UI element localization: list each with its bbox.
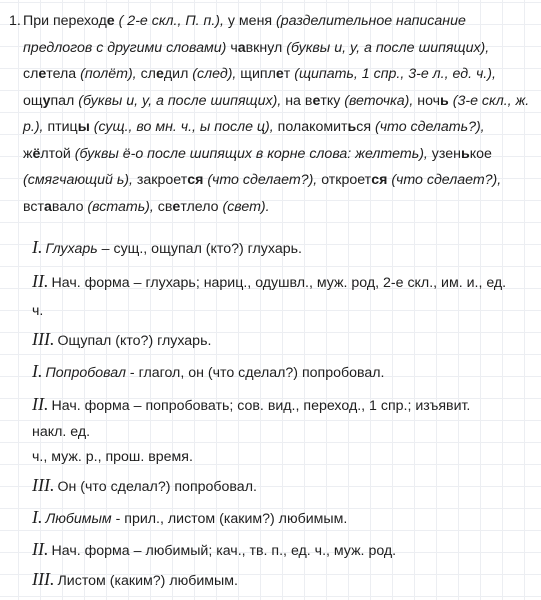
text-fragment: щипл xyxy=(236,66,276,82)
parse-line-glukhar-1 xyxy=(32,236,532,260)
parse-text: ч. xyxy=(32,303,44,319)
roman-numeral: I. xyxy=(32,361,43,381)
parse-text: накл. ед. xyxy=(32,424,91,440)
roman-numeral: I. xyxy=(32,237,43,257)
text-fragment: закроет xyxy=(132,172,188,188)
text-fragment: ощ xyxy=(23,92,43,109)
parse-text: - глагол, он (что сделал?) попробовал. xyxy=(125,365,385,381)
text-fragment: дил xyxy=(163,66,193,82)
parse-line-poproboval-3 xyxy=(32,474,532,498)
parse-line-glukhar-2 xyxy=(32,270,532,294)
text-fragment: вало xyxy=(51,198,88,215)
parse-line-poproboval-2 xyxy=(32,393,532,417)
text-fragment: св xyxy=(153,198,173,215)
highlighted-letter: е xyxy=(312,92,321,109)
highlighted-letter: ь xyxy=(460,145,470,162)
rule-note: (буквы ё-о после шипящих в корне слова: желтеть), xyxy=(74,145,428,162)
parse-text: Листом (каким?) любимым. xyxy=(57,573,238,589)
parse-text: - прил., листом (каким?) любимым. xyxy=(111,511,348,527)
text-fragment: тку xyxy=(320,92,345,109)
highlighted-letter: ь xyxy=(440,92,449,109)
highlighted-letter: е xyxy=(38,66,47,82)
rule-note: (полёт), xyxy=(80,66,137,82)
text-fragment: ж xyxy=(23,145,33,162)
highlighted-letter: е xyxy=(106,13,115,29)
highlighted-letter: ё xyxy=(32,145,41,162)
roman-numeral: II. xyxy=(32,394,49,414)
text-fragment: кое xyxy=(469,145,492,162)
rule-note: (сущ., во мн. ч., ы после ц), xyxy=(93,119,274,135)
text-fragment: ноч xyxy=(413,92,441,109)
text-fragment: птиц xyxy=(43,119,78,135)
roman-numeral: I. xyxy=(32,507,43,527)
rule-note: (что сделает?), xyxy=(207,172,318,188)
task-item xyxy=(9,8,533,220)
rule-note: (щипать, 1 спр., 3-е л., ед. ч.), xyxy=(294,66,496,82)
highlighted-letter: а xyxy=(237,39,246,56)
rule-note: ( 2-е скл., П. п.), xyxy=(118,13,224,29)
highlighted-letter: е xyxy=(275,66,284,82)
spelling-paragraph xyxy=(23,8,533,220)
highlighted-letter: е xyxy=(155,66,164,82)
roman-numeral: II. xyxy=(32,271,49,291)
text-fragment: сл xyxy=(23,66,39,82)
text-fragment: сл xyxy=(136,66,156,82)
text-fragment: откроет xyxy=(317,172,372,188)
parse-line-glukhar-2-cont xyxy=(32,300,532,322)
parse-text: Нач. форма – любимый; кач., тв. п., ед. ч., муж. род. xyxy=(51,543,397,559)
rule-note: (смягчающий ь), xyxy=(23,172,133,188)
text-fragment: лтой xyxy=(40,145,75,162)
parse-text: Ощупал (кто?) глухарь. xyxy=(57,333,212,349)
text-fragment: полакомит xyxy=(273,119,348,135)
parse-line-glukhar-3 xyxy=(32,328,532,352)
parse-line-poproboval-2-cont xyxy=(32,421,532,443)
parse-line-lyubimym-3 xyxy=(32,568,532,592)
text-fragment: вкнул xyxy=(245,39,287,56)
rule-note: (след), xyxy=(192,66,237,82)
rule-note: (3-е скл., ж. р.), xyxy=(23,92,530,135)
highlighted-letter: ся xyxy=(187,172,204,188)
parse-text: Нач. форма – попробовать; сов. вид., переход., 1 спр.; изъявит. xyxy=(51,398,471,414)
roman-numeral: III. xyxy=(32,329,55,349)
rule-note: (разделительное написание предлогов с другими словами) xyxy=(23,13,466,56)
text-fragment: ч xyxy=(226,39,238,56)
text-fragment: ся xyxy=(356,119,375,135)
rule-note: (что сделать?), xyxy=(374,119,485,135)
rule-note: (что сделает?), xyxy=(391,172,502,188)
text-fragment: пал xyxy=(50,92,79,109)
rule-note: (буквы и, у, а после шипящих), xyxy=(286,39,490,56)
text-fragment: узен xyxy=(427,145,461,162)
highlighted-letter: ь xyxy=(347,119,357,135)
rule-note: (встать), xyxy=(87,198,154,215)
parse-line-lyubimym-1 xyxy=(32,506,532,530)
text-fragment: у меня xyxy=(223,13,277,29)
rule-note: (свет). xyxy=(222,198,270,215)
parse-text: ч., муж. р., прош. время. xyxy=(32,449,193,465)
parse-line-lyubimym-2 xyxy=(32,538,532,562)
parsed-word: Любимым xyxy=(45,511,112,527)
parse-text: Он (что сделал?) попробовал. xyxy=(57,479,257,495)
parse-text: – сущ., ощупал (кто?) глухарь. xyxy=(97,241,302,257)
text-fragment: на в xyxy=(281,92,313,109)
highlighted-letter: е xyxy=(172,198,181,215)
parsed-word: Глухарь xyxy=(45,241,98,257)
task-number: 1. xyxy=(9,13,21,29)
parsed-word: Попробовал xyxy=(45,365,126,381)
roman-numeral: II. xyxy=(32,539,49,559)
parse-text: Нач. форма – глухарь; нариц., одушвл., муж. род, 2-е скл., им. и., ед. xyxy=(51,275,507,291)
roman-numeral: III. xyxy=(32,569,55,589)
text-fragment: тлело xyxy=(180,198,223,215)
rule-note: (веточка), xyxy=(344,92,414,109)
text-fragment: тела xyxy=(46,66,81,82)
highlighted-letter: ы xyxy=(77,119,90,135)
highlighted-letter: у xyxy=(42,92,51,109)
text-fragment: При переход xyxy=(23,13,107,29)
parse-line-poproboval-1 xyxy=(32,360,532,384)
parse-line-poproboval-2-cont2 xyxy=(32,446,532,468)
highlighted-letter: а xyxy=(43,198,52,215)
text-fragment: т xyxy=(283,66,295,82)
roman-numeral: III. xyxy=(32,475,55,495)
rule-note: (буквы и, у, а после шипящих), xyxy=(78,92,282,109)
text-fragment: вст xyxy=(23,198,44,215)
highlighted-letter: ся xyxy=(371,172,388,188)
